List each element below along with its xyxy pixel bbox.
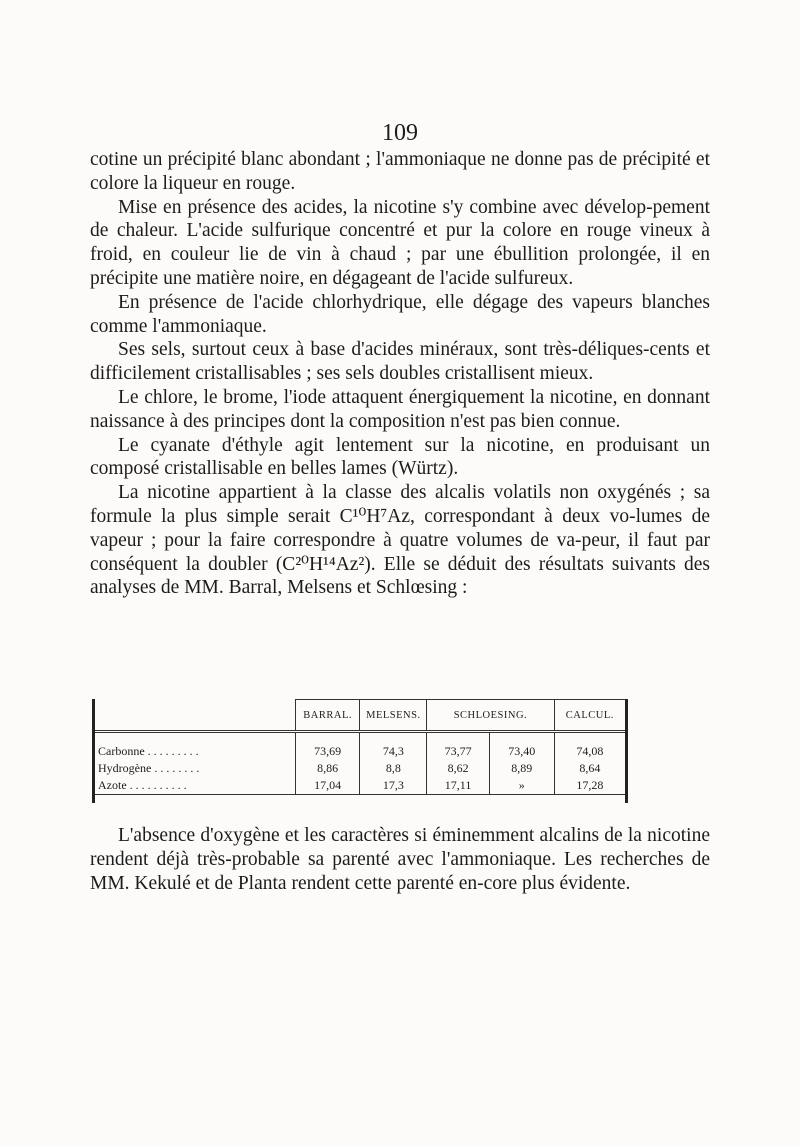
table-cell: 17,11 — [427, 777, 490, 795]
table-header-calcul: CALCUL. — [554, 700, 625, 732]
paragraph: La nicotine appartient à la classe des alcalis volatils non oxygénés ; sa formule la plus simple serait C¹⁰H⁷Az, correspondant à deux vo-lumes de vapeur ; pour la faire correspondre à quatre volumes de va-peur, il faut par conséquent la doubler (C²⁰H¹⁴Az²). Elle se déduit des résultats suivants des analyses de MM. Barral, Melsens et Schlœsing : — [90, 482, 710, 599]
paragraph: cotine un précipité blanc abondant ; l'ammoniaque ne donne pas de précipité et colore la liqueur en rouge. — [90, 149, 710, 194]
table-row — [95, 760, 625, 777]
table-cell: 17,04 — [295, 777, 360, 795]
table-cell: 74,3 — [360, 732, 427, 761]
table-header-schloesing: SCHLOESING. — [427, 700, 554, 732]
row-label: Hydrogène . . . . . . . . — [98, 761, 200, 775]
table-cell: 73,40 — [489, 732, 554, 761]
table-cell: 73,77 — [427, 732, 490, 761]
row-label: Carbonne . . . . . . . . . — [98, 744, 199, 758]
paragraph: L'absence d'oxygène et les caractères si éminemment alcalins de la nicotine rendent déjà très-probable sa parenté avec l'ammoniaque. Les recherches de MM. Kekulé et de Planta rendent cette parenté en-core plus évidente. — [90, 825, 710, 894]
paragraph: Mise en présence des acides, la nicotine s'y combine avec dévelop-pement de chaleur. L'acide sulfurique concentré et pur la colore en rouge vineux à froid, en couleur lie de vin à chaud ; par une ébullition prolongée, il en précipite une matière noire, en dégageant de l'acide sulfureux. — [90, 196, 710, 289]
table-cell: 8,62 — [427, 760, 490, 777]
row-label: Azote . . . . . . . . . . — [95, 777, 295, 795]
page-number: 109 — [382, 120, 418, 146]
table-header-blank — [95, 700, 295, 732]
paragraph: En présence de l'acide chlorhydrique, elle dégage des vapeurs blanches comme l'ammoniaque. — [90, 291, 710, 337]
table-header-row — [95, 700, 625, 732]
table-cell: 17,28 — [554, 777, 625, 795]
paragraph: Le chlore, le brome, l'iode attaquent énergiquement la nicotine, en donnant naissance à des principes dont la composition n'est pas bien connue. — [90, 386, 710, 432]
table-cell: 74,08 — [554, 732, 625, 761]
table-header-melsens: MELSENS. — [360, 700, 427, 732]
table-cell: » — [489, 777, 554, 795]
table-row — [95, 777, 625, 795]
table-cell: 8,64 — [554, 760, 625, 777]
analysis-table-frame — [92, 699, 628, 803]
table-row — [95, 732, 625, 761]
paragraph: Ses sels, surtout ceux à base d'acides minéraux, sont très-déliques-cents et difficilement cristallisables ; ses sels doubles cristallisent mieux. — [90, 339, 710, 385]
table-header-barral: BARRAL. — [295, 700, 360, 732]
table-cell: 8,8 — [360, 760, 427, 777]
paragraph: Le cyanate d'éthyle agit lentement sur la nicotine, en produisant un composé cristallisable en belles lames (Würtz). — [90, 434, 710, 480]
analysis-table — [95, 699, 625, 795]
table-cell: 8,86 — [295, 760, 360, 777]
table-cell: 17,3 — [360, 777, 427, 795]
table-cell: 73,69 — [295, 732, 360, 761]
table-cell: 8,89 — [489, 760, 554, 777]
closing-text — [90, 824, 710, 895]
body-text — [90, 148, 710, 600]
